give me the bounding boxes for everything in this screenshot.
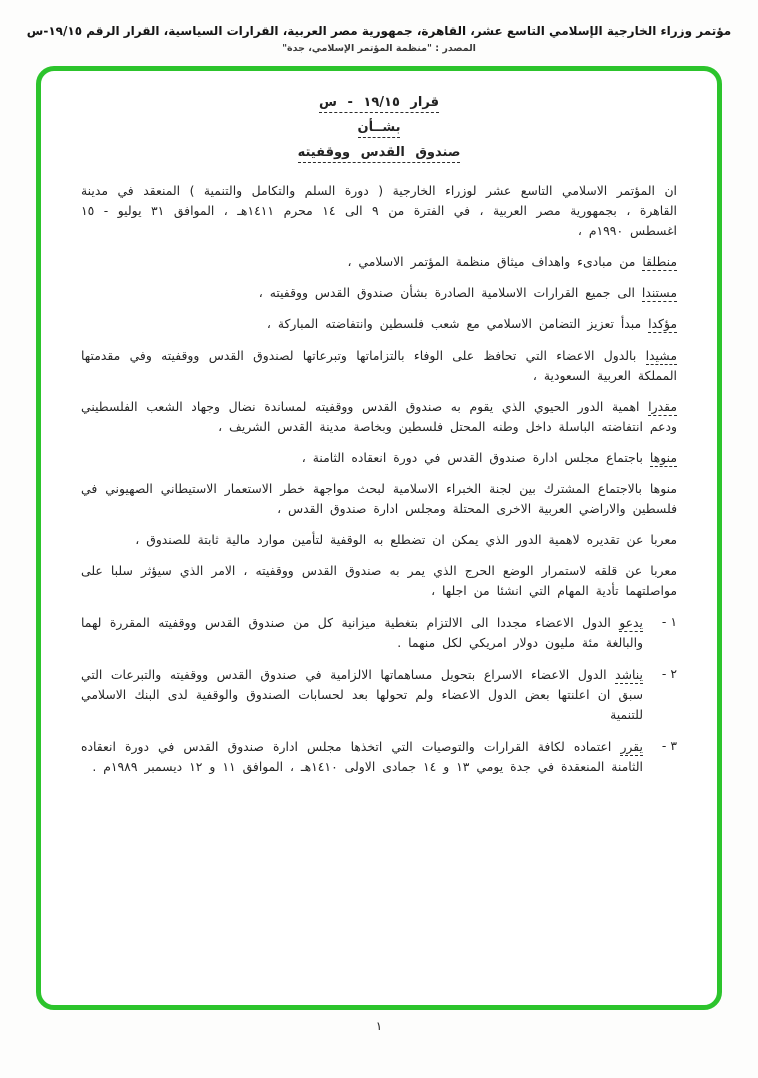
item-body (81, 737, 643, 777)
item-number: ١ - (661, 613, 677, 629)
paragraph-lead: مشيدا (645, 347, 677, 363)
item-text: الدول الاعضاء الاسراع بتحويل مساهماتها الالزامية في صندوق القدس ووقفيته والتبرعات التي سبق ان اعلنتها بعض الدول الاعضاء ولم تحولها بعد لحسابات الصندوق والوقفية لدى البنك الاسلامي للتنمية (81, 666, 643, 722)
paragraph-lead: مستندا (641, 285, 677, 301)
resolution-title-block (81, 95, 677, 163)
item-number: ٢ - (661, 665, 677, 681)
resolution-subject-text: بشــأن (358, 120, 401, 138)
paragraph-lead: معربا (650, 532, 677, 548)
paragraph (81, 479, 677, 519)
numbered-items (81, 613, 677, 778)
paragraph-text: مبدأ تعزيز التضامن الاسلامي مع شعب فلسطين وانتفاضته المباركة ، (266, 316, 642, 332)
item-number: ٣ - (661, 737, 677, 753)
paragraph-text: من مبادىء واهداف ميثاق منظمة المؤتمر الاسلامي ، (347, 254, 636, 270)
paragraph (81, 561, 677, 601)
paragraph (81, 283, 677, 303)
numbered-item (81, 737, 677, 777)
item-lead: يقرر (620, 738, 643, 754)
paragraph-text: بالدول الاعضاء التي تحافظ على الوفاء بالتزاماتها وتبرعاتها لصندوق القدس ووقفيته وفي مقدمتها المملكة العربية السعودية ، (81, 347, 677, 383)
paragraph-lead: منطلقا (642, 254, 677, 270)
green-border-frame (36, 66, 722, 1010)
paragraph-lead: مؤكدا (648, 316, 677, 332)
paragraph (81, 346, 677, 386)
intro-paragraph (81, 181, 677, 241)
paragraph-text: بالاجتماع المشترك بين لجنة الخبراء الاسلامية لبحث مواجهة خطر الاستعمار الاستيطاني الصهيوني في فلسطين والاراضي العربية الاخرى المحتلة ومجلس ادارة صندوق القدس ، (81, 481, 677, 517)
paragraph-lead: منوها (649, 449, 677, 465)
paragraph-text: اهمية الدور الحيوي الذي يقوم به صندوق القدس ووقفيته لمساندة نضال وجهاد الشعب الفلسطيني ودعم انتفاضته الباسلة داخل وطنه المحتل فلسطين وبخاصة مدينة القدس الشريف ، (81, 398, 677, 434)
paragraph (81, 448, 677, 468)
item-lead: يدعو (619, 614, 643, 630)
intro-paragraph-text: ان المؤتمر الاسلامي التاسع عشر لوزراء الخارجية ( دورة السلم والتكامل والتنمية ) المنعقد في مدينة القاهرة ، بجمهورية مصر العربية ، في الفترة من ٩ الى ١٤ محرم ١٤١١هـ ، الموافق ٣١ يوليو - ١٥ اغسطس ١٩٩٠م ، (81, 183, 677, 239)
paragraph-lead: مقدرا (648, 398, 677, 414)
resolution-subject-title (81, 145, 677, 163)
paragraph (81, 397, 677, 437)
page-number: ١ (375, 1019, 383, 1033)
paragraph (81, 252, 677, 272)
paragraph-text: عن قلقه لاستمرار الوضع الحرج الذي يمر به صندوق القدس ووقفيته ، الامر الذي سيؤثر سلبا على مواصلتهما تأدية المهام التي انشئا من اجلها ، (81, 563, 677, 599)
paragraph-text: الى جميع القرارات الاسلامية الصادرة بشأن صندوق القدس ووقفيته ، (258, 285, 635, 301)
item-text: الدول الاعضاء مجددا الى الالتزام بتغطية ميزانية كل من صندوق القدس ووقفيته المقررة لهما والبالغة مئة مليون دولار امريكي لكل منهما . (81, 614, 643, 650)
paragraph-lead: منوها (649, 481, 677, 497)
resolution-number-text: قرار ١٩/١٥ - س (319, 95, 439, 113)
item-text: اعتماده لكافة القرارات والتوصيات التي اتخذها مجلس ادارة صندوق القدس في دورة انعقاده الثامنة المنعقدة في جدة يومي ١٣ و ١٤ جمادى الاولى ١٤١٠هـ ، الموافق ١١ و ١٢ ديسمبر ١٩٨٩م . (81, 738, 643, 775)
paragraph (81, 314, 677, 334)
resolution-subject-title-text: صندوق القدس ووقفيته (298, 145, 461, 163)
paragraph (81, 530, 677, 550)
paragraph-lead: معربا (650, 563, 677, 579)
item-lead: يناشد (615, 666, 643, 682)
resolution-subject-label (81, 120, 677, 138)
paragraph-text: عن تقديره لاهمية الدور الذي يمكن ان تضطلع به الوقفية لتأمين موارد مالية ثابتة للصندوق ، (135, 532, 644, 548)
resolution-number-line (81, 95, 677, 113)
numbered-item (81, 613, 677, 653)
document-header-title: مؤتمر وزراء الخارجية الإسلامي التاسع عشر، القاهرة، جمهورية مصر العربية، القرارات السياسية، القرار الرقم ١٩/١٥-س (26, 24, 732, 38)
item-body (81, 613, 643, 653)
numbered-item (81, 665, 677, 725)
item-body (81, 665, 643, 725)
paragraph-text: باجتماع مجلس ادارة صندوق القدس في دورة انعقاده الثامنة ، (301, 449, 643, 465)
document-header (0, 0, 758, 54)
document-source-line: المصدر : "منظمة المؤتمر الإسلامي، جدة" (282, 43, 476, 54)
